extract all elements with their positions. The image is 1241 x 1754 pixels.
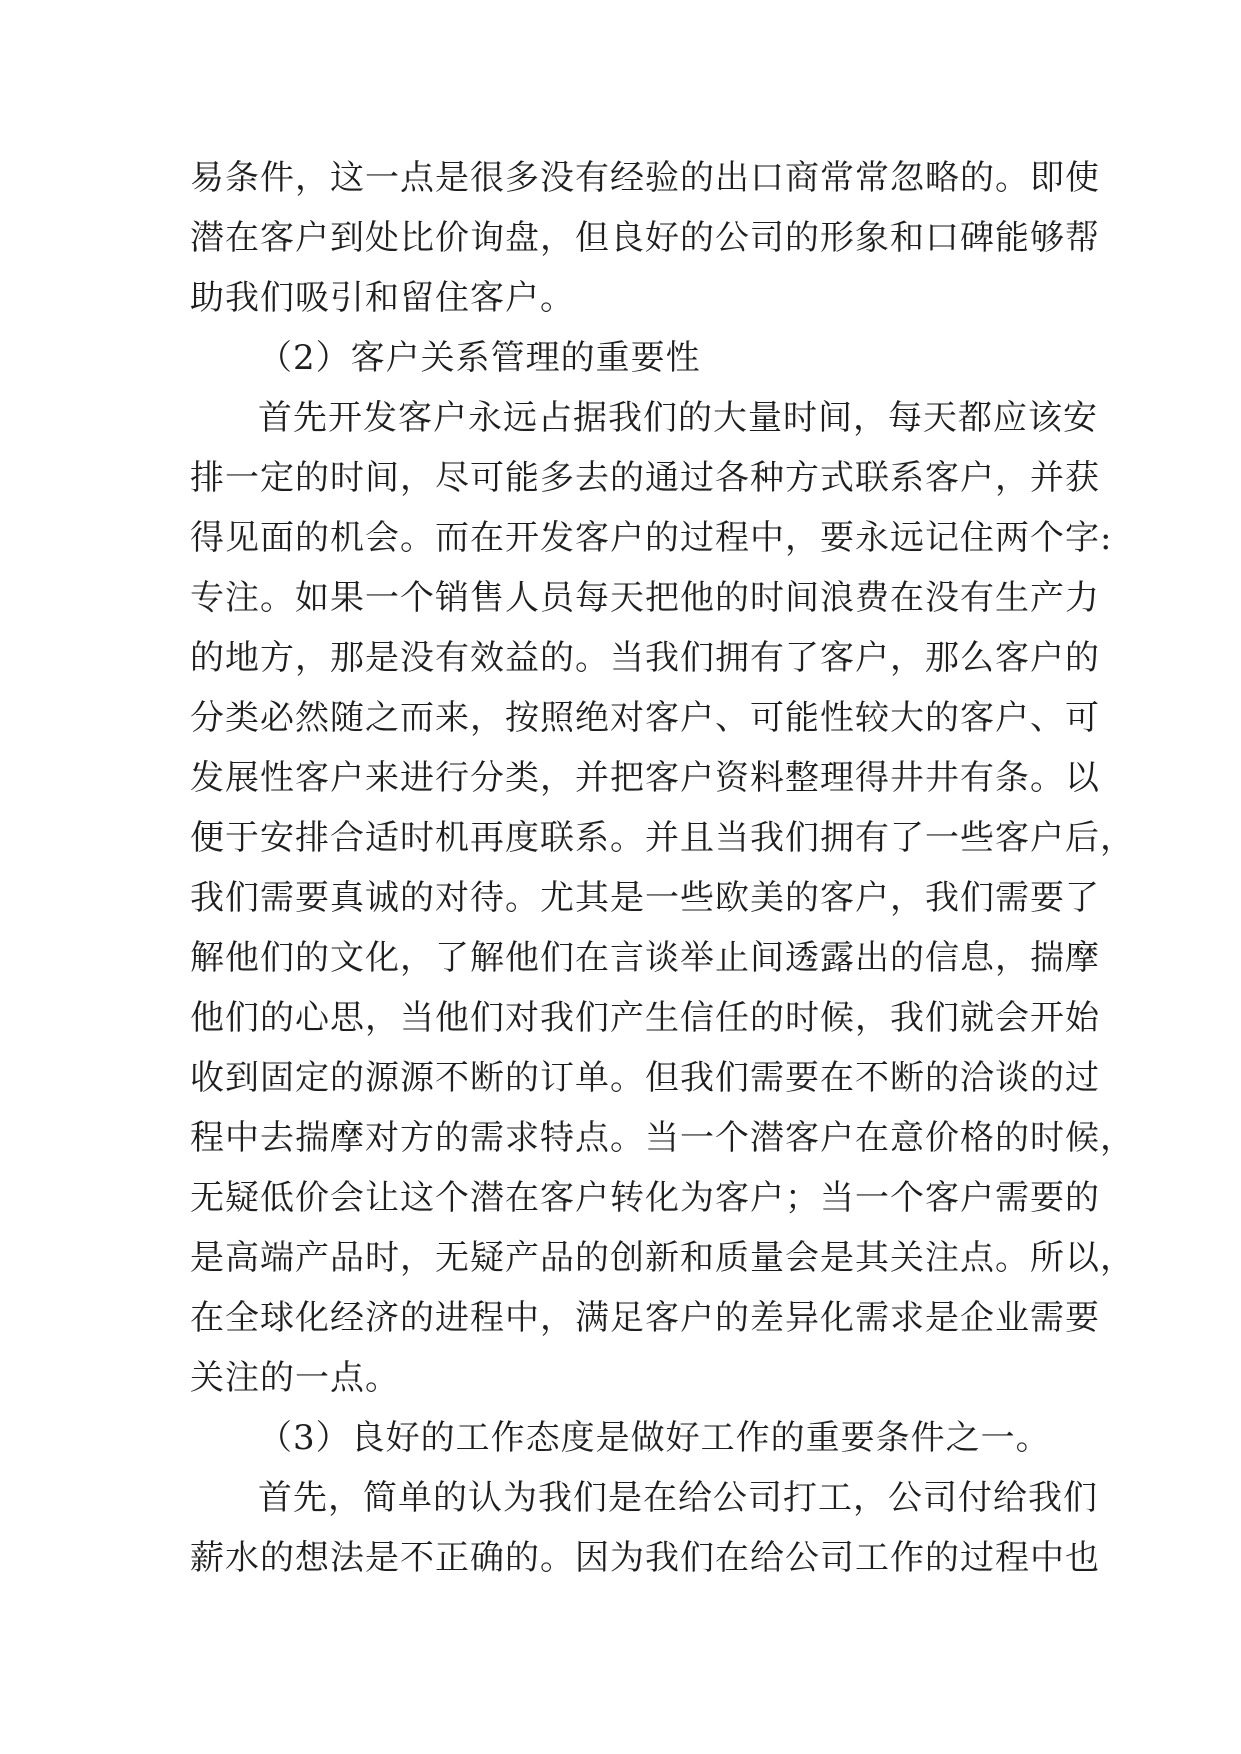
document-body bbox=[190, 148, 1135, 1588]
text-line: 解他们的文化，了解他们在言谈举止间透露出的信息，揣摩 bbox=[190, 938, 1100, 978]
text-line: 专注。如果一个销售人员每天把他的时间浪费在没有生产力 bbox=[190, 578, 1100, 618]
text-line: 程中去揣摩对方的需求特点。当一个潜客户在意价格的时候， bbox=[190, 1118, 1135, 1158]
text-line: 薪水的想法是不正确的。因为我们在给公司工作的过程中也 bbox=[190, 1538, 1100, 1578]
section-heading: （3）良好的工作态度是做好工作的重要条件之一。 bbox=[258, 1418, 1051, 1458]
text-line: 分类必然随之而来，按照绝对客户、可能性较大的客户、可 bbox=[190, 698, 1100, 738]
text-line: 首先，简单的认为我们是在给公司打工，公司付给我们 bbox=[258, 1478, 1098, 1518]
text-line: 我们需要真诚的对待。尤其是一些欧美的客户，我们需要了 bbox=[190, 878, 1100, 918]
text-line: 潜在客户到处比价询盘，但良好的公司的形象和口碑能够帮 bbox=[190, 218, 1100, 258]
text-line: 助我们吸引和留住客户。 bbox=[190, 278, 575, 318]
text-line: 排一定的时间，尽可能多去的通过各种方式联系客户，并获 bbox=[190, 458, 1100, 498]
text-line: 发展性客户来进行分类，并把客户资料整理得井井有条。以 bbox=[190, 758, 1100, 798]
text-line: 关注的一点。 bbox=[190, 1358, 400, 1398]
text-line: 首先开发客户永远占据我们的大量时间，每天都应该安 bbox=[258, 398, 1098, 438]
text-line: 收到固定的源源不断的订单。但我们需要在不断的洽谈的过 bbox=[190, 1058, 1100, 1098]
text-line: 便于安排合适时机再度联系。并且当我们拥有了一些客户后， bbox=[190, 818, 1135, 858]
text-line: 在全球化经济的进程中，满足客户的差异化需求是企业需要 bbox=[190, 1298, 1100, 1338]
text-line: 易条件，这一点是很多没有经验的出口商常常忽略的。即使 bbox=[190, 158, 1100, 198]
section-heading: （2）客户关系管理的重要性 bbox=[258, 338, 701, 378]
text-line: 的地方，那是没有效益的。当我们拥有了客户，那么客户的 bbox=[190, 638, 1100, 678]
text-line: 无疑低价会让这个潜在客户转化为客户；当一个客户需要的 bbox=[190, 1178, 1100, 1218]
text-line: 得见面的机会。而在开发客户的过程中，要永远记住两个字: bbox=[190, 518, 1113, 558]
text-line: 是高端产品时，无疑产品的创新和质量会是其关注点。所以， bbox=[190, 1238, 1135, 1278]
text-line: 他们的心思，当他们对我们产生信任的时候，我们就会开始 bbox=[190, 998, 1100, 1038]
